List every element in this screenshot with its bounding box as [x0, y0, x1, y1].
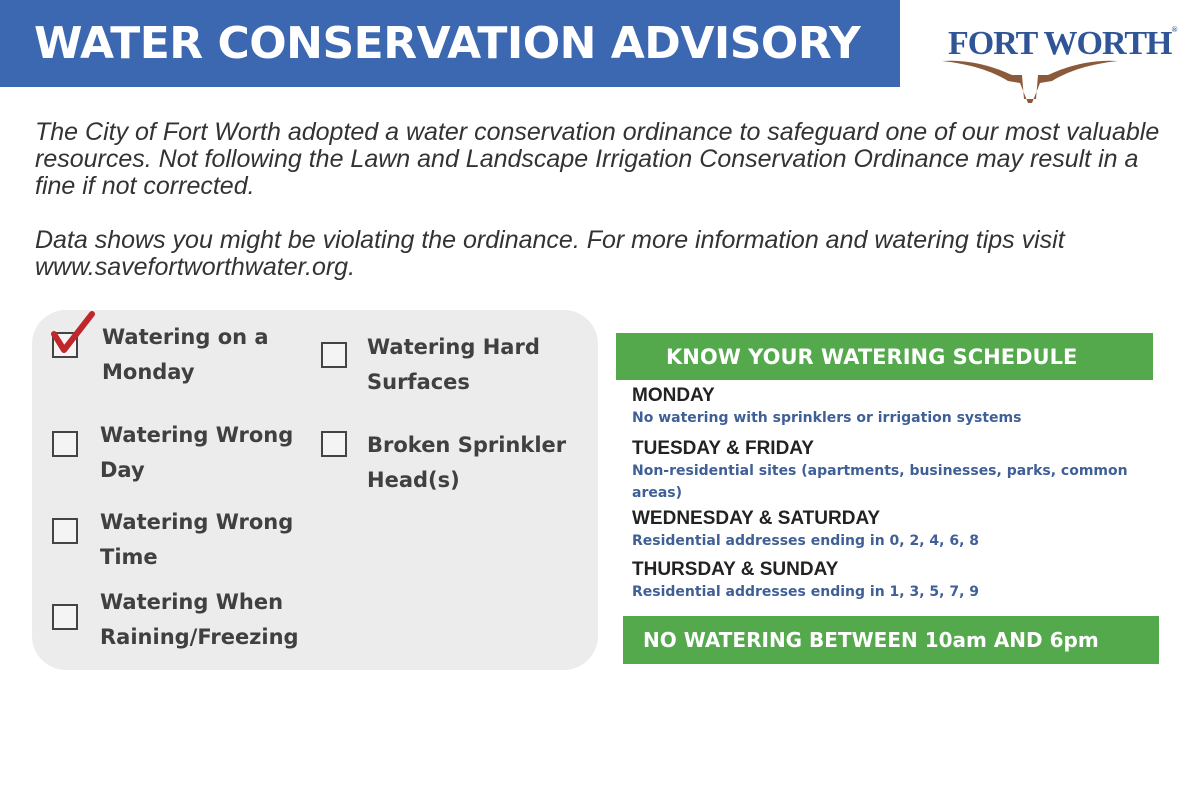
longhorn-icon	[940, 55, 1120, 103]
intro-paragraph-website: Data shows you might be violating the ordinance. For more information and watering tips visit www.savefortworthwater.org.	[35, 226, 1065, 281]
violation-label: Watering Hard Surfaces	[367, 335, 540, 394]
violation-wrong-time[interactable]	[52, 510, 310, 575]
schedule-note: Residential addresses ending in 1, 3, 5, 7, 9	[632, 584, 980, 600]
schedule-heading: KNOW YOUR WATERING SCHEDULE	[616, 333, 1153, 380]
schedule-row-wednesday-saturday	[632, 508, 1142, 552]
checkbox[interactable]	[321, 342, 347, 368]
schedule-row-tuesday-friday	[632, 438, 1142, 504]
violation-label: Watering When Raining/Freezing	[100, 590, 299, 649]
schedule-row-monday	[632, 385, 1142, 429]
fort-worth-logo	[940, 25, 1177, 105]
intro-paragraph-ordinance: The City of Fort Worth adopted a water conservation ordinance to safeguard one of our most valuable resources. Not following the Lawn and Landscape Irrigation Conservation Ordinance may result in a fine if not corrected.	[35, 118, 1160, 200]
header-bar	[0, 0, 900, 87]
schedule-day: WEDNESDAY & SATURDAY	[632, 508, 881, 529]
page-title: WATER CONSERVATION ADVISORY	[34, 18, 861, 69]
checkbox[interactable]	[52, 518, 78, 544]
checkbox[interactable]	[321, 431, 347, 457]
checkbox[interactable]	[52, 431, 78, 457]
violation-broken-sprinkler[interactable]	[321, 431, 587, 498]
violations-panel	[32, 310, 598, 670]
violation-label: Watering Wrong Day	[100, 423, 294, 482]
violation-label: Broken Sprinkler Head(s)	[367, 433, 567, 492]
checkbox-checked[interactable]	[52, 332, 78, 358]
schedule-note: Non-residential sites (apartments, businesses, parks, common areas)	[632, 463, 1128, 501]
logo-text: FORT WORTH	[948, 25, 1172, 62]
schedule-note: No watering with sprinklers or irrigation systems	[632, 410, 1022, 426]
no-watering-hours-banner: NO WATERING BETWEEN 10am AND 6pm	[623, 616, 1159, 664]
violation-wrong-day[interactable]	[52, 423, 310, 488]
schedule-day: MONDAY	[632, 385, 715, 406]
violation-watering-monday[interactable]	[52, 325, 312, 390]
violation-label: Watering Wrong Time	[100, 510, 294, 569]
violation-raining-freezing[interactable]	[52, 590, 310, 655]
schedule-day: TUESDAY & FRIDAY	[632, 438, 814, 459]
violation-hard-surfaces[interactable]	[321, 335, 587, 400]
violation-label: Watering on a Monday	[102, 325, 269, 384]
checkbox[interactable]	[52, 604, 78, 630]
schedule-note: Residential addresses ending in 0, 2, 4, 6, 8	[632, 533, 980, 549]
registered-mark: ®	[1171, 25, 1177, 34]
checkmark-icon	[50, 310, 96, 356]
schedule-row-thursday-sunday	[632, 559, 1142, 603]
schedule-day: THURSDAY & SUNDAY	[632, 559, 839, 580]
